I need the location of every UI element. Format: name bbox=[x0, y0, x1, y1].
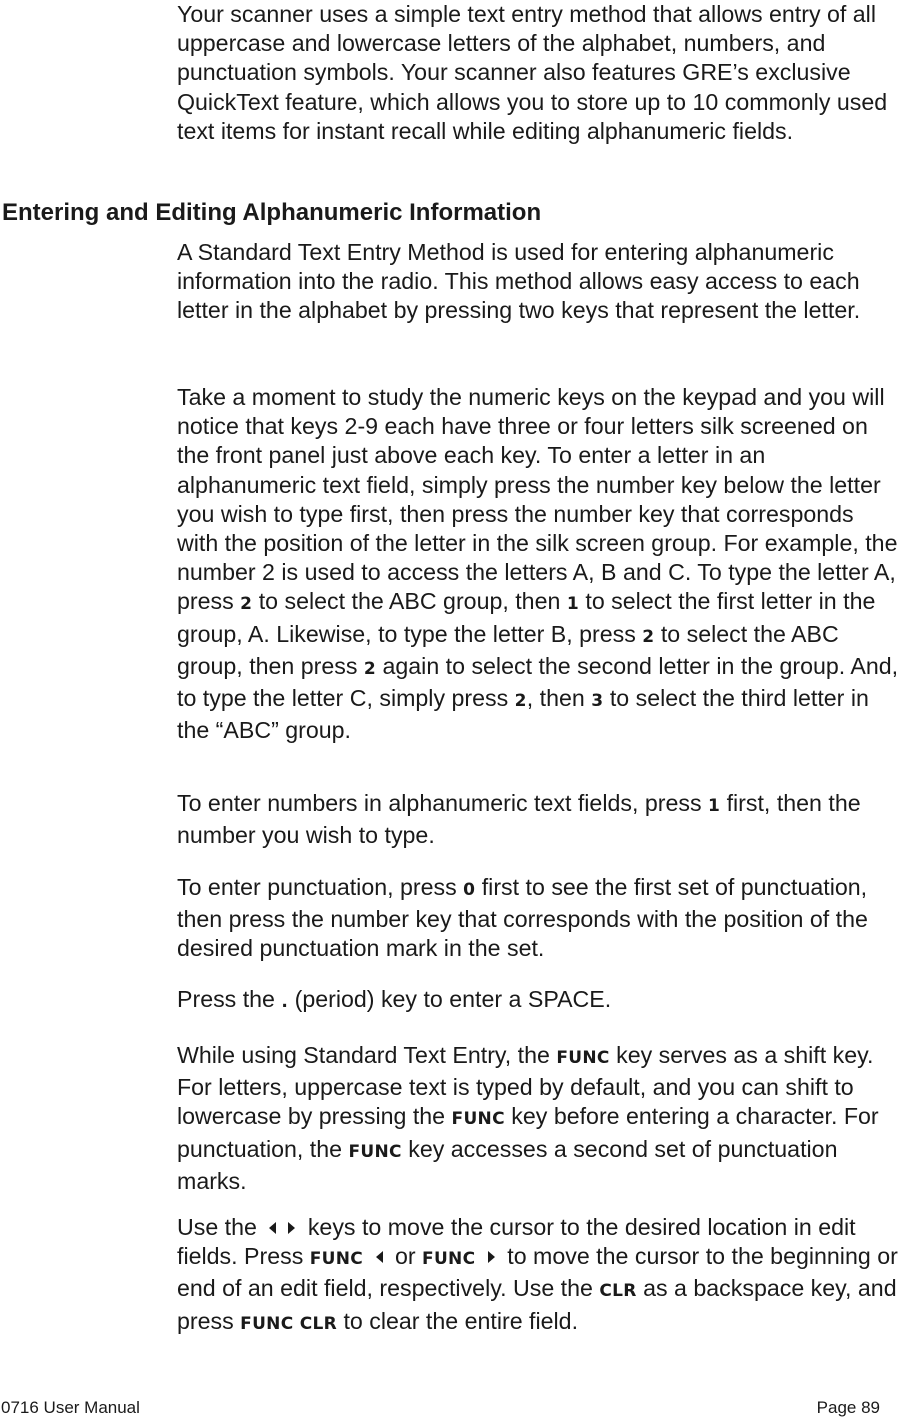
right-arrow-icon bbox=[488, 1251, 495, 1263]
key-2: 2 bbox=[240, 594, 253, 615]
key-3: 3 bbox=[591, 691, 604, 712]
paragraph-numbers: To enter numbers in alphanumeric text fields, press 1 first, then the number you wish to type. bbox=[177, 790, 861, 849]
key-func-clr: FUNC CLR bbox=[240, 1313, 337, 1334]
paragraph-punctuation: To enter punctuation, press 0 first to see the first set of punctuation, then press the number key that corresponds with the position of the desired punctuation mark in the set. bbox=[177, 874, 868, 962]
key-func: FUNC bbox=[451, 1109, 505, 1130]
key-clr: CLR bbox=[599, 1281, 637, 1302]
key-2: 2 bbox=[363, 658, 377, 679]
key-2: 2 bbox=[514, 691, 527, 712]
intro-paragraph: Your scanner uses a simple text entry method that allows entry of all uppercase and lowercase letters of the alphabet, numbers, and punctuation symbols. Your scanner also features GRE’s exclusive QuickText feature, which allows you to store up to 10 commonly used text items for instant recall while editing alphanumeric fields. bbox=[177, 1, 888, 144]
key-1: 1 bbox=[708, 796, 721, 816]
key-period: . bbox=[281, 992, 289, 1012]
paragraph-standard-text-entry: A Standard Text Entry Method is used for entering alphanumeric information into the radio. This method allows easy access to each letter in the alphabet by pressing two keys that represent the letter. bbox=[177, 239, 861, 324]
left-arrow-icon bbox=[269, 1222, 276, 1234]
footer-page-number: Page 89 bbox=[816, 1398, 880, 1417]
right-arrow-icon bbox=[288, 1222, 295, 1234]
paragraph-func-shift: While using Standard Text Entry, the FUNC key serves as a shift key. For letters, uppercase text is typed by default, and you can shift to lowercase by pressing the FUNC key before entering a character. For punctuation, the FUNC key accesses a second set of punctuation marks. bbox=[177, 1042, 879, 1194]
key-func: FUNC bbox=[422, 1249, 476, 1270]
footer-manual-title: 0716 User Manual bbox=[1, 1398, 140, 1417]
key-func: FUNC bbox=[348, 1141, 402, 1162]
key-2: 2 bbox=[642, 626, 655, 647]
paragraph-keypad-letters: Take a moment to study the numeric keys on the keypad and you will notice that keys 2-9 each have three or four letters silk screened on the front panel just above each key. To enter a letter in an alphanumeric text field, simply press the number key below the letter you wish to type first, then press the number key that corresponds with the position of the letter in the silk screen group. For example, the number 2 is used to access the letters A, B and C. To type the letter A, press 2 to select the ABC group, then 1 to select the first letter in the group, A. Likewise, to type the letter B, press 2 to select the ABC group, then press 2 again to select the second letter in the group. And, to type the letter C, simply press 2, then 3 to select the third letter in the “ABC” group. bbox=[177, 384, 898, 744]
paragraph-space: Press the . (period) key to enter a SPACE. bbox=[177, 986, 612, 1012]
section-heading: Entering and Editing Alphanumeric Information bbox=[2, 199, 542, 226]
paragraph-cursor-keys: Use the keys to move the cursor to the desired location in edit fields. Press FUNC or FUNC to move the cursor to the beginning or end of an edit field, respectively. Use the CLR as a backspace key, and press FUNC CLR to clear the entire field. bbox=[177, 1214, 898, 1334]
left-arrow-icon bbox=[376, 1251, 383, 1263]
key-func: FUNC bbox=[556, 1048, 610, 1068]
key-func: FUNC bbox=[309, 1249, 364, 1270]
key-1: 1 bbox=[566, 594, 579, 615]
key-0: 0 bbox=[463, 880, 476, 900]
